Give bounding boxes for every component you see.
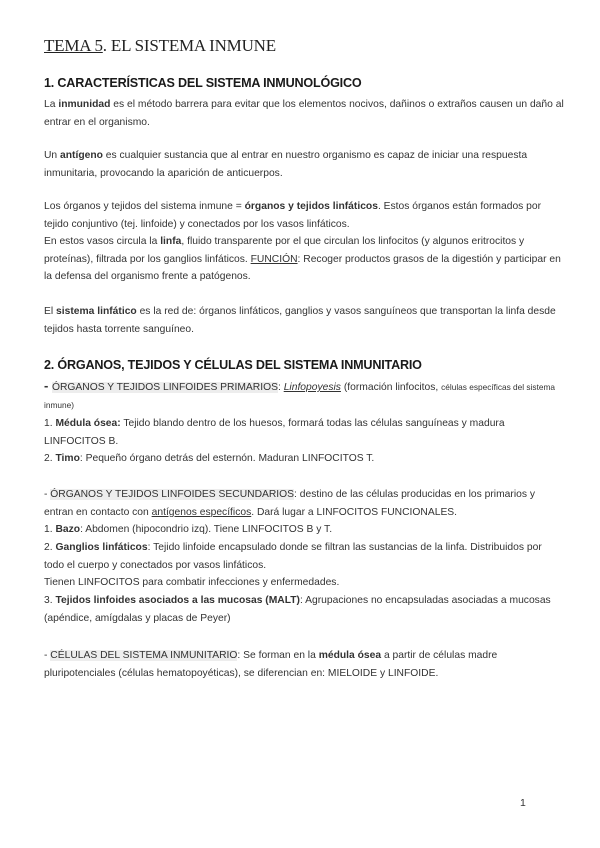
small-text: células específicas del sistema inmune)	[44, 382, 556, 410]
underlined-term: antígenos específicos	[151, 506, 252, 518]
text: En estos vasos circula la	[44, 236, 161, 248]
paragraph-secundarios	[44, 486, 564, 521]
text: :	[277, 382, 284, 393]
bold-term: Médula ósea:	[55, 418, 121, 429]
list-item-timo	[44, 450, 564, 468]
text: es el método barrera para evitar que los elementos nocivos, dañinos o extraños causen un daño al entrar en el organismo.	[44, 99, 564, 128]
underlined-term: FUNCIÓN	[250, 253, 298, 265]
title-rest: . EL SISTEMA INMUNE	[102, 36, 276, 55]
text: Tienen LINFOCITOS para combatir infecciones y enfermedades.	[44, 577, 340, 589]
bold-term: médula ósea	[318, 650, 382, 661]
bold-term: inmunidad	[58, 99, 111, 110]
highlight-label: ÓRGANOS Y TEJIDOS LINFOIDES PRIMARIOS	[51, 382, 278, 393]
text: (formación linfocitos,	[340, 382, 442, 393]
list-item-bazo	[44, 521, 564, 539]
page-number: 1	[520, 797, 526, 809]
text: 1.	[44, 418, 56, 429]
text: es la red de: órganos linfáticos, ganglios y vasos sanguíneos que transportan la linfa desde tejidos hasta torrente sanguíneo.	[44, 306, 556, 335]
title-label: TEMA 5	[44, 36, 103, 55]
paragraph-celulas	[44, 647, 564, 682]
text: Los órganos y tejidos del sistema inmune =	[44, 201, 245, 212]
list-item-malt	[44, 592, 564, 627]
text: . Estos órganos están formados por tejido conjuntivo (tej. linfoide) y conectados por los vasos linfáticos.	[44, 201, 542, 230]
paragraph-antigeno	[44, 147, 564, 182]
text: : Se forman en la	[237, 650, 319, 661]
text: 2.	[44, 453, 56, 464]
text: : Pequeño órgano detrás del esternón. Maduran LINFOCITOS T.	[79, 453, 375, 464]
text: : destino de las células producidas en los primarios y entran en contacto con	[44, 489, 536, 518]
bold-term: Bazo	[55, 524, 81, 535]
paragraph-organos	[44, 198, 564, 286]
text: es cualquier sustancia que al entrar en nuestro organismo es capaz de iniciar una respuesta inmunitaria, provocando la aparición de anticuerpos.	[44, 150, 528, 179]
section2-heading: 2. ÓRGANOS, TEJIDOS Y CÉLULAS DEL SISTEMA INMUNITARIO	[44, 358, 422, 372]
bold-term: Timo	[55, 453, 80, 464]
text: : Recoger productos grasos de la digestión y participar en la defensa del organismo frente a patógenos.	[44, 253, 561, 283]
highlight-label: CÉLULAS DEL SISTEMA INMUNITARIO	[50, 650, 238, 661]
text: , fluido transparente por el que circulan los linfocitos (y algunos eritrocitos y proteínas), filtrada por los ganglios linfáticos.	[44, 236, 525, 265]
paragraph-primarios	[44, 377, 564, 414]
text: : Agrupaciones no encapsuladas asociadas a mucosas (apéndice, amígdalas y placas de Peyer)	[44, 595, 551, 624]
bold-term: Ganglios linfáticos	[55, 542, 148, 553]
text: La	[44, 99, 59, 110]
text: 2.	[44, 542, 56, 553]
text: Tejido blando dentro de los huesos, formará todas las células sanguíneas y madura LINFOCITOS B.	[44, 418, 505, 447]
text: 3.	[44, 595, 56, 606]
bold-term: sistema linfático	[56, 306, 137, 317]
section1-heading: 1. CARACTERÍSTICAS DEL SISTEMA INMUNOLÓGICO	[44, 76, 362, 90]
paragraph-inmunidad	[44, 96, 564, 131]
text: 1.	[44, 524, 56, 535]
dash: -	[44, 489, 51, 500]
highlight-label: ÓRGANOS Y TEJIDOS LINFOIDES SECUNDARIOS	[50, 489, 295, 500]
dash: -	[44, 378, 52, 393]
page-title	[44, 36, 276, 56]
text: a partir de células madre pluripotenciales (células hematopoyéticas), se diferencian en: MIELOIDE y LINFOIDE.	[44, 650, 498, 679]
bold-term: linfa	[160, 236, 182, 248]
text: El	[44, 306, 57, 317]
text: . Dará lugar a LINFOCITOS FUNCIONALES.	[251, 506, 458, 518]
list-item-medula	[44, 415, 564, 450]
text: Un	[44, 150, 61, 161]
bold-term: órganos y tejidos linfáticos	[244, 201, 378, 212]
dash: -	[44, 650, 51, 661]
text: : Tejido linfoide encapsulado donde se filtran las sustancias de la linfa. Distribuidos por todo el cuerpo y conectados por vasos linfáticos.	[44, 542, 542, 571]
paragraph-sistema-linfatico	[44, 303, 564, 338]
underlined-term: Linfopoyesis	[283, 382, 341, 393]
list-item-ganglios	[44, 539, 564, 592]
text: : Abdomen (hipocondrio izq). Tiene LINFOCITOS B y T.	[80, 524, 333, 535]
bold-term: antígeno	[60, 150, 103, 161]
bold-term: Tejidos linfoides asociados a las mucosas (MALT)	[55, 595, 300, 606]
